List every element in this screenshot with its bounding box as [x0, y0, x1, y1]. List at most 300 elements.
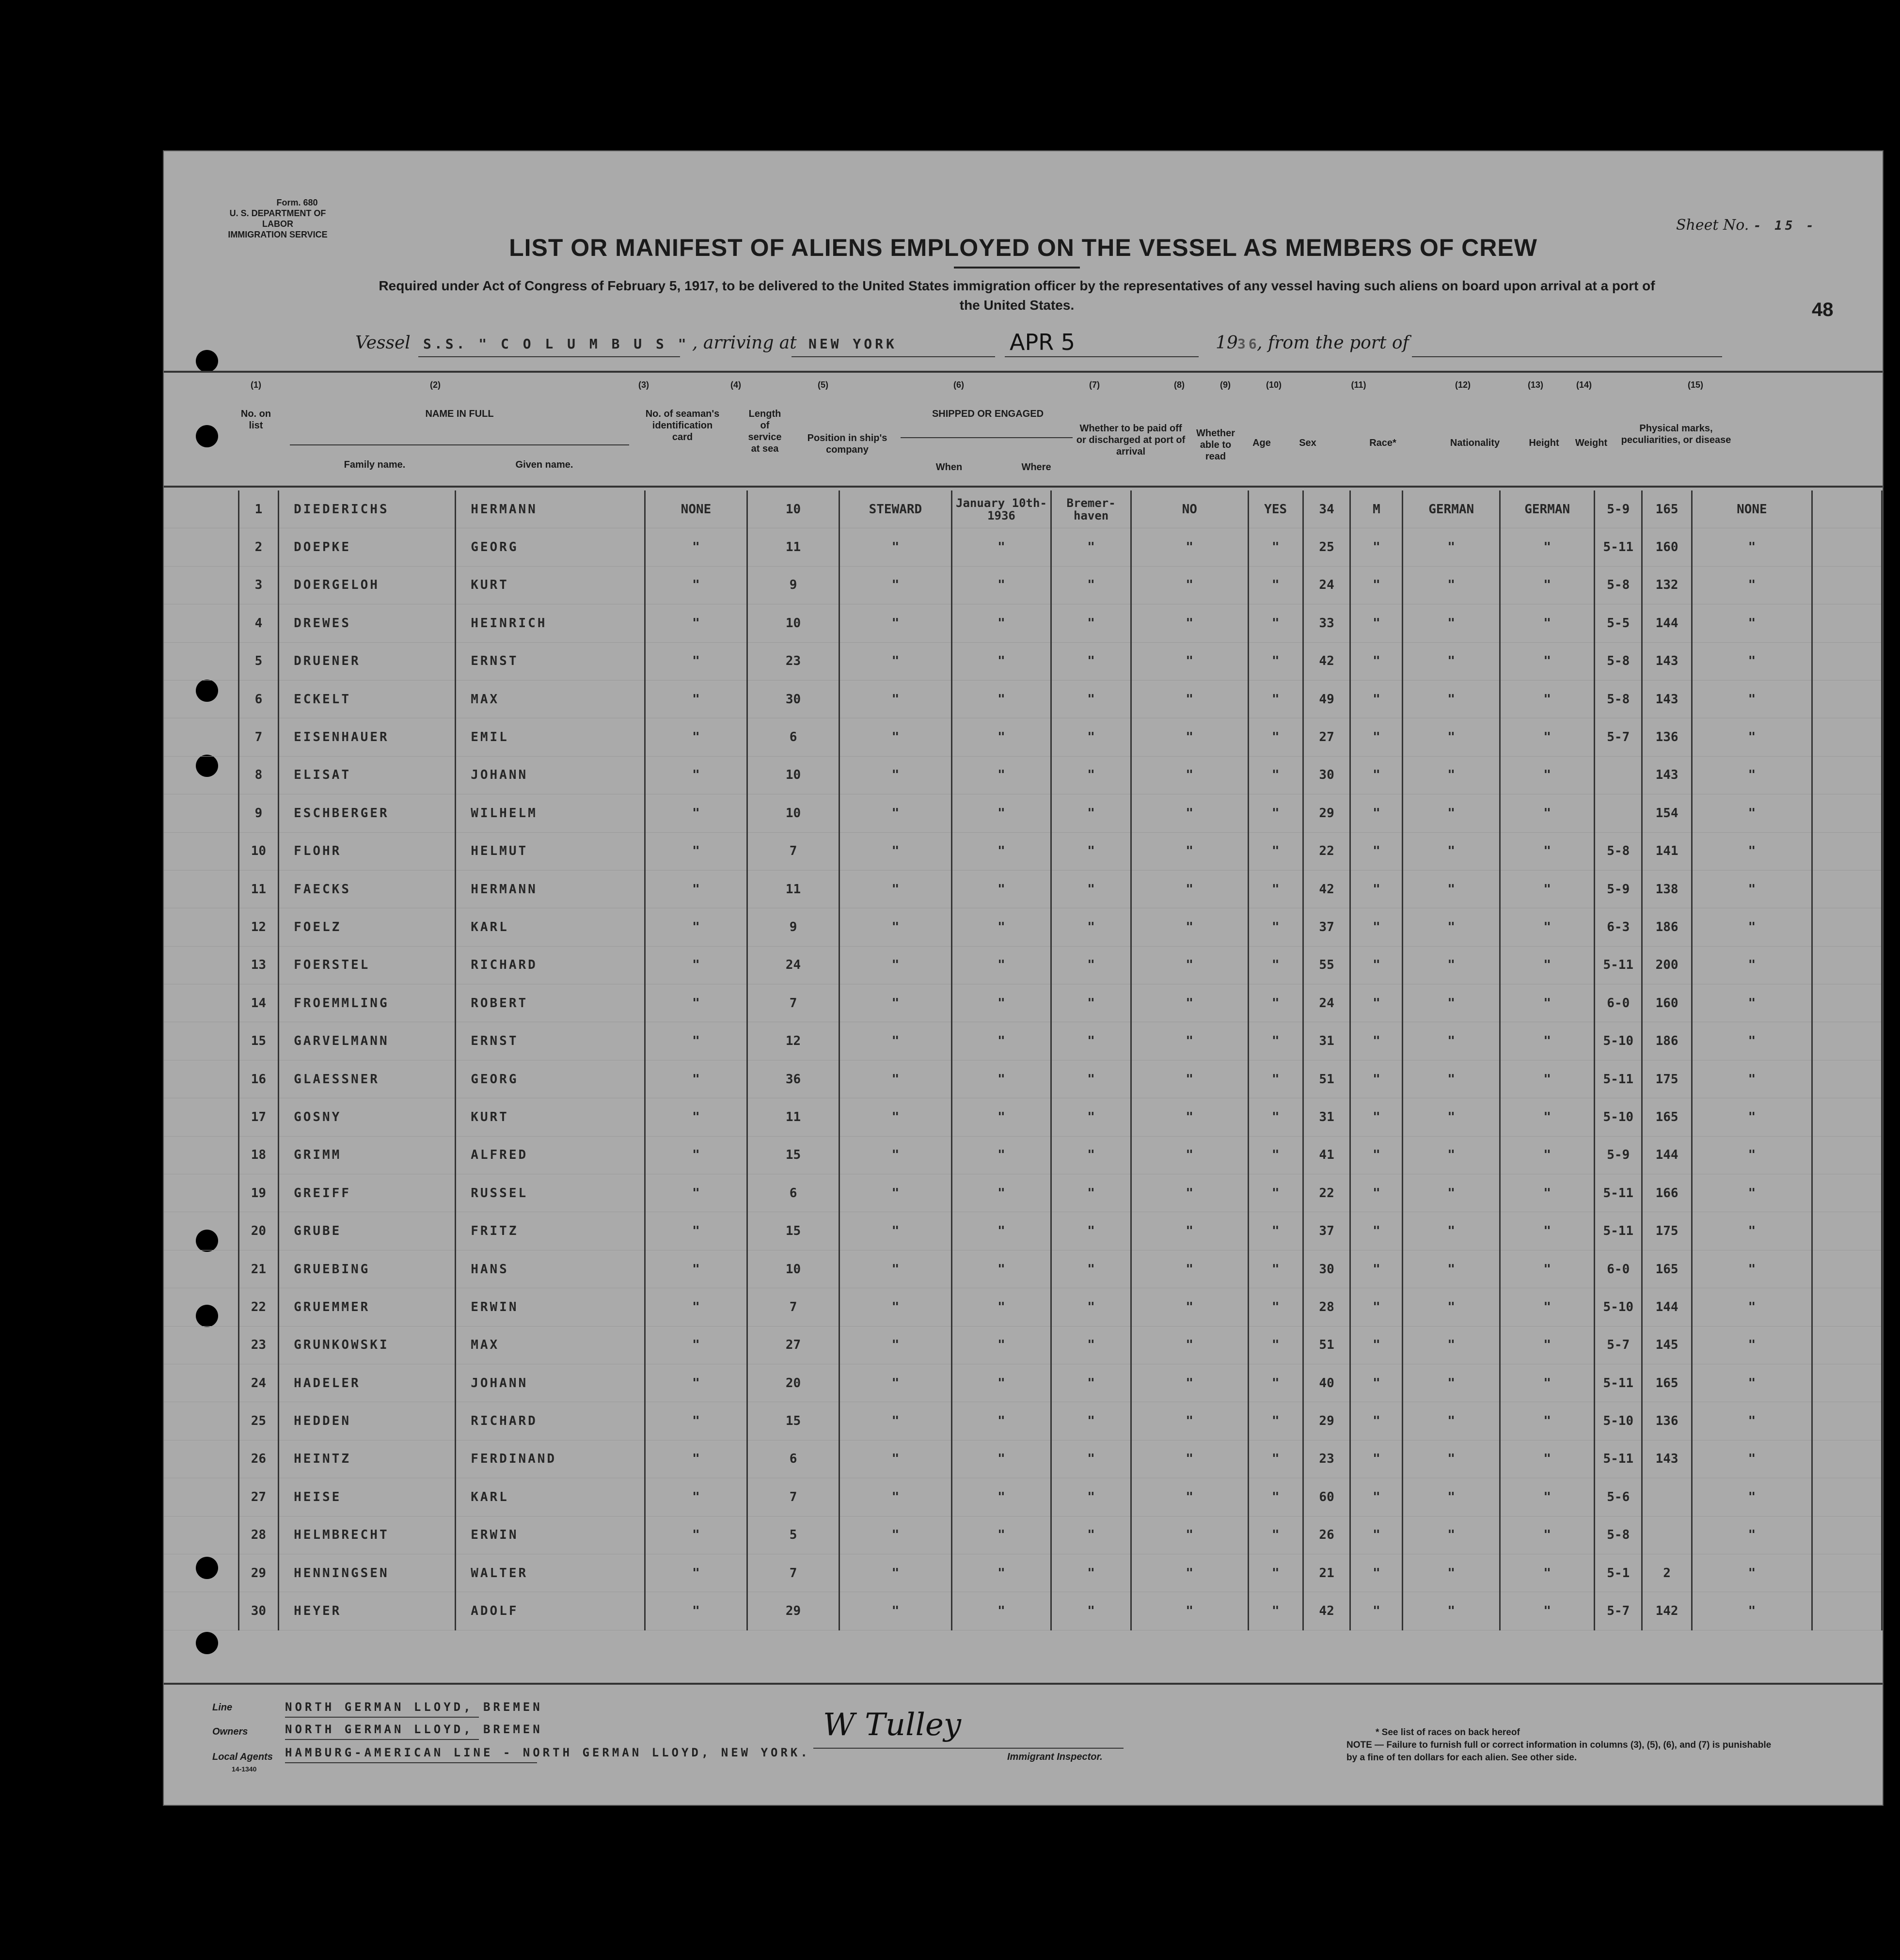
family-name: ESCHBERGER: [279, 794, 456, 832]
margin-cell: [1812, 1592, 1882, 1630]
race: ": [1403, 680, 1500, 718]
margin-cell: [164, 1136, 238, 1174]
race: ": [1403, 566, 1500, 604]
shipped-where: ": [1051, 1250, 1131, 1288]
physical-marks: ": [1692, 794, 1812, 832]
given-name: HELMUT: [456, 832, 645, 870]
family-name: GRIMM: [279, 1136, 456, 1174]
given-name: ADOLF: [456, 1592, 645, 1630]
given-name: FERDINAND: [456, 1440, 645, 1478]
given-name: WILHELM: [456, 794, 645, 832]
race: ": [1403, 1136, 1500, 1174]
age: 26: [1303, 1516, 1350, 1554]
physical-marks: ": [1692, 1022, 1812, 1060]
shipped-when: ": [951, 1592, 1051, 1630]
shipped-where: ": [1051, 1440, 1131, 1478]
given-name: KURT: [456, 1098, 645, 1136]
shipped-where: ": [1051, 1174, 1131, 1212]
service-length: 7: [747, 832, 839, 870]
underline: [1005, 356, 1199, 357]
nationality: ": [1500, 566, 1595, 604]
nationality: ": [1500, 1516, 1595, 1554]
race: ": [1403, 604, 1500, 642]
paid-off: ": [1131, 1212, 1248, 1250]
nationality: ": [1500, 1098, 1595, 1136]
row-number: 14: [238, 984, 278, 1022]
shipped-when: ": [951, 1288, 1051, 1326]
physical-marks: ": [1692, 1136, 1812, 1174]
family-name: HEDDEN: [279, 1402, 456, 1440]
col-num-13: (13): [1527, 380, 1543, 390]
service-length: 11: [747, 1098, 839, 1136]
shipped-where: ": [1051, 1402, 1131, 1440]
seaman-card: ": [645, 1136, 747, 1174]
age: 42: [1303, 642, 1350, 680]
sex: ": [1350, 1592, 1403, 1630]
row-number: 25: [238, 1402, 278, 1440]
position: ": [839, 642, 951, 680]
margin-cell: [164, 1478, 238, 1516]
seaman-card: ": [645, 1098, 747, 1136]
footer-note: [1346, 1726, 1783, 1764]
underline: [792, 356, 995, 357]
margin-cell: [164, 1212, 238, 1250]
age: 31: [1303, 1098, 1350, 1136]
row-number: 16: [238, 1060, 278, 1098]
able-to-read: ": [1248, 1212, 1303, 1250]
header-given-name: Given name.: [515, 459, 573, 470]
margin-cell: [1812, 1174, 1882, 1212]
physical-marks: ": [1692, 908, 1812, 946]
inspector-label: Immigrant Inspector.: [1007, 1752, 1103, 1762]
nationality: ": [1500, 1060, 1595, 1098]
row-number: 6: [238, 680, 278, 718]
table-row: [164, 756, 1882, 794]
seaman-card: ": [645, 1402, 747, 1440]
able-to-read: ": [1248, 1402, 1303, 1440]
header-position: Position in ship's company: [807, 433, 887, 455]
form-number: Form. 680: [276, 198, 318, 207]
seaman-card: ": [645, 1440, 747, 1478]
shipped-when: ": [951, 1022, 1051, 1060]
margin-cell: [164, 642, 238, 680]
age: 28: [1303, 1288, 1350, 1326]
row-number: 18: [238, 1136, 278, 1174]
weight: 143: [1642, 1440, 1692, 1478]
age: 37: [1303, 1212, 1350, 1250]
shipped-when: ": [951, 908, 1051, 946]
row-number: 29: [238, 1554, 278, 1592]
age: 49: [1303, 680, 1350, 718]
margin-cell: [164, 1250, 238, 1288]
shipped-when: ": [951, 1098, 1051, 1136]
margin-cell: [1812, 1554, 1882, 1592]
sex: ": [1350, 1098, 1403, 1136]
paid-off: ": [1131, 680, 1248, 718]
race: ": [1403, 1022, 1500, 1060]
shipped-where: ": [1051, 1022, 1131, 1060]
paid-off: ": [1131, 604, 1248, 642]
underline: [285, 1762, 537, 1763]
weight: 143: [1642, 680, 1692, 718]
row-number: 7: [238, 718, 278, 756]
family-name: GRUNKOWSKI: [279, 1326, 456, 1364]
sex: ": [1350, 718, 1403, 756]
age: 51: [1303, 1060, 1350, 1098]
margin-cell: [1812, 528, 1882, 566]
row-number: 13: [238, 946, 278, 984]
table-row: [164, 794, 1882, 832]
margin-cell: [164, 490, 238, 528]
table-row: [164, 1364, 1882, 1402]
margin-cell: [1812, 908, 1882, 946]
margin-cell: [164, 756, 238, 794]
service-length: 6: [747, 1440, 839, 1478]
height: [1595, 756, 1642, 794]
service-length: 20: [747, 1364, 839, 1402]
row-number: 27: [238, 1478, 278, 1516]
nationality: ": [1500, 1288, 1595, 1326]
physical-marks: ": [1692, 870, 1812, 908]
weight: 132: [1642, 566, 1692, 604]
service-name: IMMIGRATION SERVICE: [228, 230, 328, 239]
race: ": [1403, 1060, 1500, 1098]
col-num-5: (5): [818, 380, 828, 390]
row-number: 26: [238, 1440, 278, 1478]
service-length: 7: [747, 984, 839, 1022]
family-name: DREWES: [279, 604, 456, 642]
race: ": [1403, 1592, 1500, 1630]
able-to-read: ": [1248, 1098, 1303, 1136]
physical-marks: ": [1692, 1174, 1812, 1212]
service-length: 7: [747, 1288, 839, 1326]
weight: 154: [1642, 794, 1692, 832]
owners-label: Owners: [212, 1726, 248, 1737]
race: ": [1403, 1098, 1500, 1136]
position: ": [839, 1136, 951, 1174]
nationality: ": [1500, 1554, 1595, 1592]
row-number: 12: [238, 908, 278, 946]
race: ": [1403, 1250, 1500, 1288]
table-row: [164, 870, 1882, 908]
margin-cell: [164, 1592, 238, 1630]
position: ": [839, 566, 951, 604]
seaman-card: ": [645, 1364, 747, 1402]
able-to-read: ": [1248, 984, 1303, 1022]
shipped-when: ": [951, 946, 1051, 984]
sex: ": [1350, 870, 1403, 908]
position: ": [839, 794, 951, 832]
paid-off: NO: [1131, 490, 1248, 528]
height: 5-9: [1595, 870, 1642, 908]
service-length: 15: [747, 1402, 839, 1440]
margin-cell: [164, 604, 238, 642]
seaman-card: ": [645, 832, 747, 870]
able-to-read: ": [1248, 1326, 1303, 1364]
physical-marks: ": [1692, 604, 1812, 642]
paid-off: ": [1131, 528, 1248, 566]
position: STEWARD: [839, 490, 951, 528]
height: [1595, 794, 1642, 832]
margin-cell: [164, 870, 238, 908]
service-length: 7: [747, 1554, 839, 1592]
seaman-card: ": [645, 1288, 747, 1326]
margin-cell: [164, 718, 238, 756]
margin-cell: [1812, 1402, 1882, 1440]
shipped-when: ": [951, 1136, 1051, 1174]
margin-cell: [164, 1402, 238, 1440]
age: 60: [1303, 1478, 1350, 1516]
position: ": [839, 908, 951, 946]
signature-line: [813, 1748, 1124, 1749]
inspector-signature: W Tulley: [823, 1707, 961, 1743]
sex: ": [1350, 984, 1403, 1022]
shipped-where: ": [1051, 680, 1131, 718]
weight: 175: [1642, 1060, 1692, 1098]
sex: ": [1350, 832, 1403, 870]
given-name: RICHARD: [456, 1402, 645, 1440]
height: 5-8: [1595, 680, 1642, 718]
given-name: ERNST: [456, 1022, 645, 1060]
header-nationality: Nationality: [1450, 438, 1500, 448]
table-row: [164, 1174, 1882, 1212]
family-name: HENNINGSEN: [279, 1554, 456, 1592]
row-number: 15: [238, 1022, 278, 1060]
header-height: Height: [1529, 438, 1559, 448]
weight: [1642, 1478, 1692, 1516]
physical-marks: ": [1692, 1592, 1812, 1630]
age: 37: [1303, 908, 1350, 946]
table-row: [164, 908, 1882, 946]
col-num-11: (11): [1351, 380, 1366, 390]
shipped-where: ": [1051, 1326, 1131, 1364]
race: ": [1403, 870, 1500, 908]
table-row: [164, 1250, 1882, 1288]
table-row: [164, 680, 1882, 718]
able-to-read: ": [1248, 1022, 1303, 1060]
department-name: U. S. DEPARTMENT OF LABOR: [229, 208, 326, 229]
age: 23: [1303, 1440, 1350, 1478]
race: ": [1403, 1326, 1500, 1364]
arriving-label: , arriving at: [692, 333, 797, 353]
shipped-where: ": [1051, 642, 1131, 680]
height: 5-9: [1595, 1136, 1642, 1174]
paid-off: ": [1131, 832, 1248, 870]
paid-off: ": [1131, 984, 1248, 1022]
page-number: 48: [1812, 299, 1834, 320]
seaman-card: ": [645, 870, 747, 908]
margin-cell: [164, 1098, 238, 1136]
seaman-card: ": [645, 566, 747, 604]
family-name: ECKELT: [279, 680, 456, 718]
physical-marks: ": [1692, 642, 1812, 680]
position: ": [839, 1060, 951, 1098]
row-number: 8: [238, 756, 278, 794]
arrival-date-stamp: APR 5: [1010, 329, 1076, 355]
shipped-when: ": [951, 1060, 1051, 1098]
given-name: FRITZ: [456, 1212, 645, 1250]
nationality: ": [1500, 832, 1595, 870]
seaman-card: ": [645, 1592, 747, 1630]
family-name: HADELER: [279, 1364, 456, 1402]
margin-cell: [164, 1554, 238, 1592]
seaman-card: ": [645, 642, 747, 680]
position: ": [839, 832, 951, 870]
height: 6-3: [1595, 908, 1642, 946]
position: ": [839, 756, 951, 794]
service-length: 29: [747, 1592, 839, 1630]
header-able-to-read: Whether able to read: [1196, 428, 1235, 462]
margin-cell: [164, 1364, 238, 1402]
weight: 186: [1642, 1022, 1692, 1060]
table-row: [164, 1554, 1882, 1592]
paid-off: ": [1131, 1022, 1248, 1060]
physical-marks: ": [1692, 1440, 1812, 1478]
position: ": [839, 1174, 951, 1212]
table-row: [164, 1212, 1882, 1250]
weight: 175: [1642, 1212, 1692, 1250]
age: 31: [1303, 1022, 1350, 1060]
col-num-14: (14): [1576, 380, 1592, 390]
weight: 165: [1642, 490, 1692, 528]
margin-cell: [164, 1326, 238, 1364]
race: ": [1403, 718, 1500, 756]
physical-marks: ": [1692, 718, 1812, 756]
row-number: 24: [238, 1364, 278, 1402]
given-name: RUSSEL: [456, 1174, 645, 1212]
row-number: 10: [238, 832, 278, 870]
weight: 2: [1642, 1554, 1692, 1592]
shipped-when: ": [951, 1212, 1051, 1250]
row-number: 19: [238, 1174, 278, 1212]
paid-off: ": [1131, 1326, 1248, 1364]
physical-marks: ": [1692, 1516, 1812, 1554]
col-num-7: (7): [1089, 380, 1100, 390]
form-code: 14-1340: [232, 1765, 257, 1773]
nationality: GERMAN: [1500, 490, 1595, 528]
height: 5-11: [1595, 1440, 1642, 1478]
nationality: ": [1500, 756, 1595, 794]
row-number: 4: [238, 604, 278, 642]
nationality: ": [1500, 1326, 1595, 1364]
position: ": [839, 946, 951, 984]
shipped-where: ": [1051, 870, 1131, 908]
weight: 144: [1642, 1136, 1692, 1174]
nationality: ": [1500, 604, 1595, 642]
sex: M: [1350, 490, 1403, 528]
document-subtitle: Required under Act of Congress of February 5, 1917, to be delivered to the United States immigration officer by the representatives of any vessel having such aliens on board upon arrival at a port of the United States.: [379, 278, 1655, 313]
given-name: JOHANN: [456, 1364, 645, 1402]
nationality: ": [1500, 1022, 1595, 1060]
margin-cell: [1812, 984, 1882, 1022]
family-name: GOSNY: [279, 1098, 456, 1136]
age: 22: [1303, 1174, 1350, 1212]
shipped-when: ": [951, 1174, 1051, 1212]
weight: 144: [1642, 604, 1692, 642]
service-length: 30: [747, 680, 839, 718]
shipped-where: ": [1051, 718, 1131, 756]
table-row: [164, 1440, 1882, 1478]
shipped-where: ": [1051, 1478, 1131, 1516]
sheet-number: [1676, 217, 1817, 234]
header-sex: Sex: [1299, 438, 1316, 448]
sex: ": [1350, 1554, 1403, 1592]
table-row: [164, 566, 1882, 604]
header-when: When: [935, 462, 963, 473]
races-note: * See list of races on back hereof: [1376, 1727, 1520, 1738]
seaman-card: ": [645, 604, 747, 642]
header-shipped-engaged: SHIPPED OR ENGAGED: [932, 409, 1044, 419]
shipped-where: ": [1051, 604, 1131, 642]
margin-cell: [164, 908, 238, 946]
nationality: ": [1500, 1402, 1595, 1440]
crew-manifest-table: [164, 490, 1883, 1630]
family-name: FOERSTEL: [279, 946, 456, 984]
position: ": [839, 1478, 951, 1516]
year-value: 36: [1237, 336, 1260, 352]
given-name: ERWIN: [456, 1516, 645, 1554]
position: ": [839, 1440, 951, 1478]
agents-value: HAMBURG-AMERICAN LINE - NORTH GERMAN LLOYD, NEW YORK.: [285, 1746, 810, 1759]
header-physical-marks: Physical marks, peculiarities, or disease: [1621, 423, 1731, 445]
col-num-4: (4): [730, 380, 741, 390]
sex: ": [1350, 1478, 1403, 1516]
weight: 160: [1642, 528, 1692, 566]
header-paid-off: Whether to be paid off or discharged at port of arrival: [1076, 423, 1186, 457]
height: 5-1: [1595, 1554, 1642, 1592]
able-to-read: ": [1248, 1136, 1303, 1174]
position: ": [839, 604, 951, 642]
margin-cell: [1812, 870, 1882, 908]
able-to-read: ": [1248, 1174, 1303, 1212]
physical-marks: ": [1692, 1326, 1812, 1364]
height: 5-7: [1595, 718, 1642, 756]
sex: ": [1350, 680, 1403, 718]
footer-rule: [164, 1683, 1883, 1685]
sex: ": [1350, 1022, 1403, 1060]
sex: ": [1350, 1402, 1403, 1440]
height: 5-11: [1595, 1174, 1642, 1212]
physical-marks: ": [1692, 1288, 1812, 1326]
position: ": [839, 1402, 951, 1440]
shipped-when: ": [951, 1326, 1051, 1364]
margin-cell: [1812, 756, 1882, 794]
shipped-divider: [901, 437, 1073, 438]
seaman-card: ": [645, 528, 747, 566]
sex: ": [1350, 794, 1403, 832]
shipped-where: ": [1051, 1212, 1131, 1250]
paid-off: ": [1131, 1060, 1248, 1098]
shipped-where: ": [1051, 908, 1131, 946]
paid-off: ": [1131, 1250, 1248, 1288]
service-length: 12: [747, 1022, 839, 1060]
col-num-12: (12): [1455, 380, 1471, 390]
margin-cell: [1812, 946, 1882, 984]
nationality: ": [1500, 1250, 1595, 1288]
service-length: 10: [747, 756, 839, 794]
nationality: ": [1500, 946, 1595, 984]
given-name: HANS: [456, 1250, 645, 1288]
header-no-on-list: No. on list: [240, 409, 271, 431]
agents-label: Local Agents: [212, 1752, 273, 1762]
service-length: 6: [747, 1174, 839, 1212]
table-row: [164, 832, 1882, 870]
paid-off: ": [1131, 718, 1248, 756]
paid-off: ": [1131, 908, 1248, 946]
physical-marks: ": [1692, 1098, 1812, 1136]
margin-cell: [1812, 490, 1882, 528]
margin-cell: [164, 1288, 238, 1326]
